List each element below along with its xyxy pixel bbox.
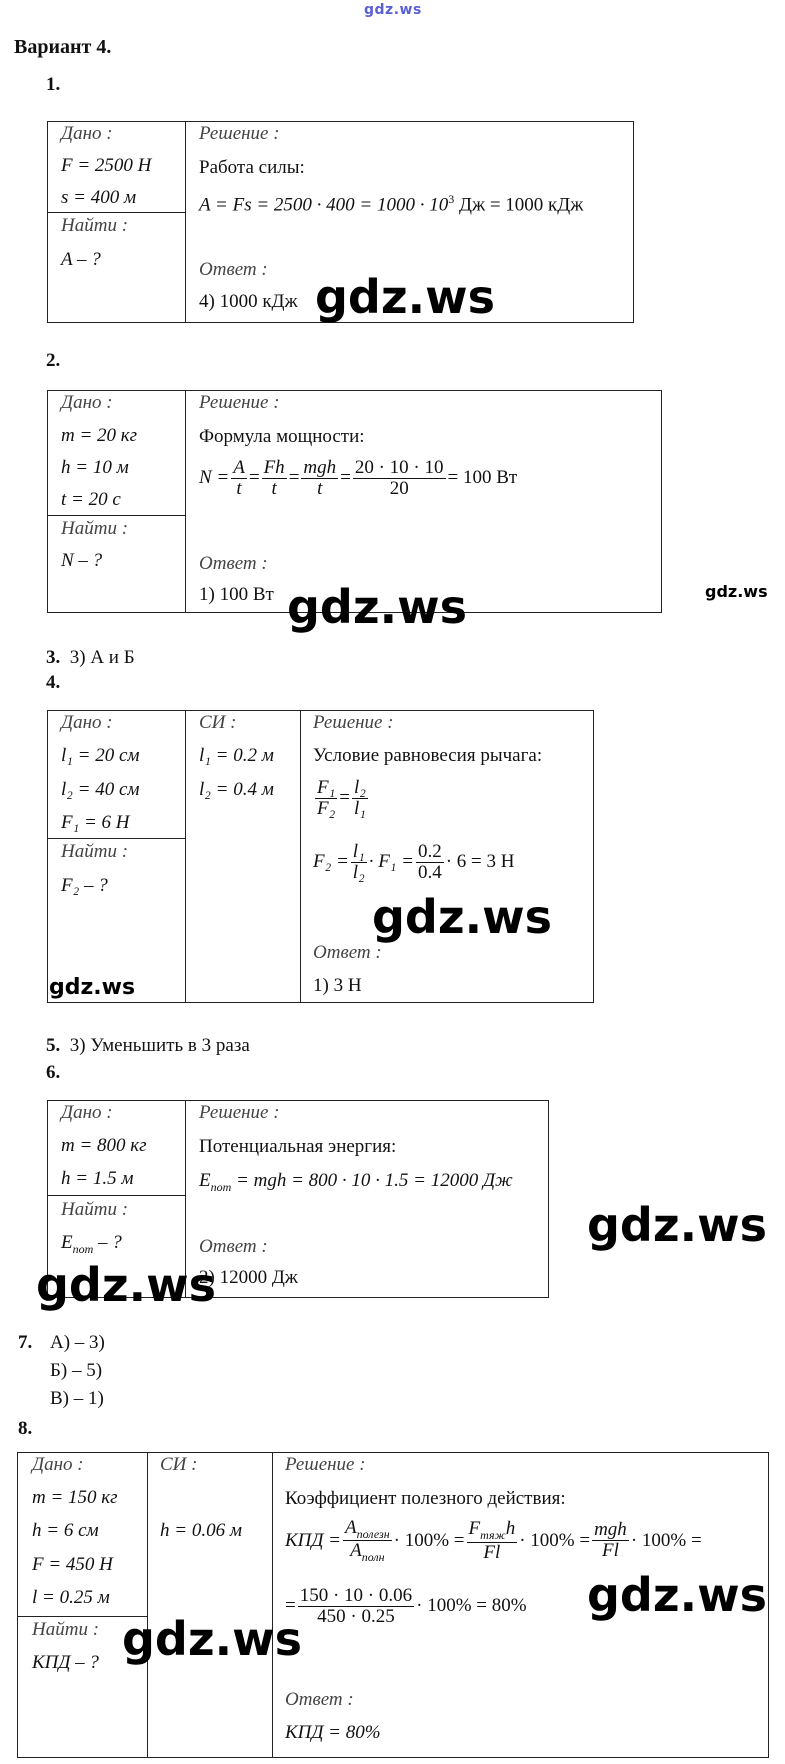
task-2-given-label: Дано :: [61, 392, 113, 413]
fraction: [301, 458, 338, 499]
task-8-find-label: Найти :: [32, 1619, 100, 1640]
task-6-given-2: h = 1.5 м: [61, 1168, 134, 1189]
task-1-formula: [199, 192, 583, 216]
task-2-number: 2.: [46, 350, 61, 371]
formula-text: = mgh = 800 · 10 · 1.5 = 12000 Дж: [231, 1170, 513, 1191]
task-4-si-label: СИ :: [199, 712, 237, 733]
task-4-si-1: l₁ = 0.2 м: [199, 745, 274, 766]
formula-result: · 100% = 80%: [416, 1595, 527, 1617]
watermark: gdz.ws: [587, 1568, 767, 1622]
fraction-denominator: F₂: [317, 797, 336, 819]
symbol: A: [350, 1540, 362, 1562]
task-8-given-1: m = 150 кг: [32, 1487, 118, 1508]
task-4-divider-v1: [185, 710, 186, 1002]
fraction: [351, 842, 367, 883]
watermark-small: gdz.ws: [49, 975, 136, 1000]
fraction: [231, 458, 247, 499]
task-3-number: 3.: [46, 647, 61, 668]
fraction-denominator: [348, 1541, 387, 1563]
task-4-number: 4.: [46, 672, 61, 693]
fraction-denominator: Fl: [602, 1540, 619, 1562]
formula-text: КПД =: [285, 1529, 341, 1551]
task-8-divider-v1: [147, 1452, 148, 1757]
equals-sign: =: [248, 467, 260, 489]
fraction-numerator: 0.2: [417, 841, 442, 862]
task-4-answer-label: Ответ :: [313, 942, 382, 963]
fraction: [467, 1519, 518, 1562]
task-2-solution-label: Решение :: [199, 392, 280, 413]
task-8-answer: КПД = 80%: [285, 1722, 381, 1743]
task-2-find: N – ?: [61, 550, 103, 571]
fraction-denominator: l₂: [352, 861, 365, 883]
watermark-small: gdz.ws: [705, 582, 768, 601]
task-1-solution-label: Решение :: [199, 123, 280, 144]
task-6-number: 6.: [46, 1062, 61, 1083]
fraction-numerator: mgh: [303, 457, 337, 478]
fraction: [262, 458, 287, 499]
task-1-find: A – ?: [61, 249, 101, 270]
task-8-given-3: F = 450 Н: [32, 1554, 113, 1575]
fraction-numerator: 150 · 10 · 0.06: [299, 1585, 413, 1606]
task-8-si-1: h = 0.06 м: [160, 1520, 242, 1541]
task-2-find-label: Найти :: [61, 518, 129, 539]
task-6-given-1: m = 800 кг: [61, 1135, 147, 1156]
fraction-denominator: Fl: [483, 1541, 501, 1563]
task-2-formula: [199, 458, 517, 499]
subscript: полезн: [356, 1526, 390, 1541]
watermark: gdz.ws: [372, 890, 552, 944]
task-8-solution-label: Решение :: [285, 1454, 366, 1475]
fraction: [352, 778, 368, 819]
equals-sign: =: [339, 787, 350, 809]
task-4-divider-v2: [300, 710, 301, 1002]
task-4-answer: 1) 3 Н: [313, 975, 362, 996]
fraction-numerator: F₁: [317, 777, 336, 798]
task-5-answer: 3) Уменьшить в 3 раза: [69, 1035, 250, 1056]
symbol: h: [505, 1518, 516, 1540]
formula-text: · 100% =: [393, 1529, 465, 1551]
task-8-formula-1: [285, 1518, 702, 1564]
fraction-denominator: 20: [389, 477, 409, 499]
fraction: [343, 1518, 392, 1564]
watermark: gdz.ws: [587, 1198, 767, 1252]
task-4-si-2: l₂ = 0.4 м: [199, 779, 274, 800]
task-7-number: 7.: [18, 1332, 33, 1353]
task-1-given-1: F = 2500 Н: [61, 155, 152, 176]
fraction-numerator: mgh: [594, 1519, 627, 1541]
task-8-divider-v2: [272, 1452, 273, 1757]
formula-result: = 100 Вт: [447, 467, 518, 489]
task-7-line-2: Б) – 5): [50, 1360, 103, 1381]
fraction-numerator: l₁: [352, 841, 365, 862]
task-8-number: 8.: [18, 1418, 33, 1439]
task-4-find: F₂ – ?: [61, 875, 108, 896]
fraction-numerator: [343, 1518, 392, 1541]
fraction-denominator: 0.4: [417, 861, 442, 883]
task-1-formula-unit: Дж = 1000 кДж: [454, 194, 584, 216]
formula-text: · 100% =: [630, 1529, 702, 1551]
task-8-given-label: Дано :: [32, 1454, 84, 1475]
task-8-answer-label: Ответ :: [285, 1689, 354, 1710]
task-1-answer: 4) 1000 кДж: [199, 291, 298, 312]
task-6-find-label: Найти :: [61, 1199, 129, 1220]
fraction-numerator: A: [233, 457, 245, 478]
task-4-given-2: l₂ = 40 см: [61, 779, 140, 800]
fraction: [298, 1586, 414, 1627]
task-3-answer: 3) А и Б: [69, 647, 135, 668]
fraction-denominator: l₁: [353, 797, 366, 819]
task-7-line-1: А) – 3): [50, 1332, 105, 1353]
equals-sign: =: [285, 1595, 296, 1617]
symbol: F: [468, 1518, 481, 1540]
symbol: E: [199, 1170, 211, 1191]
task-2-divider-v: [185, 390, 186, 612]
task-4-solution-label: Решение :: [313, 712, 394, 733]
task-6-answer-label: Ответ :: [199, 1236, 268, 1257]
task-4-heading: Условие равновесия рычага:: [313, 745, 543, 766]
task-4-formula-1: [313, 778, 370, 819]
formula-text: · F₁ =: [368, 851, 414, 873]
task-6-solution-label: Решение :: [199, 1102, 280, 1123]
task-2-answer: 1) 100 Вт: [199, 584, 274, 605]
watermark: gdz.ws: [122, 1612, 302, 1666]
symbol-suffix: – ?: [93, 1232, 122, 1253]
task-1-find-label: Найти :: [61, 215, 129, 236]
task-1-divider-h: [47, 212, 186, 213]
task-2-given-3: t = 20 с: [61, 489, 121, 510]
task-7-line-3: В) – 1): [50, 1388, 104, 1409]
task-4-given-1: l₁ = 20 см: [61, 745, 140, 766]
subscript: пот: [72, 1241, 94, 1256]
fraction-numerator: [467, 1519, 518, 1542]
fraction-denominator: 450 · 0.25: [317, 1605, 395, 1627]
watermark: gdz.ws: [36, 1258, 216, 1312]
formula-text: F₂ =: [313, 851, 349, 873]
equals-sign: =: [288, 467, 300, 489]
formula-result: · 6 = 3 Н: [445, 851, 515, 873]
subscript: полн: [361, 1550, 385, 1565]
task-6-find: [61, 1232, 122, 1257]
task-1-given-label: Дано :: [61, 123, 113, 144]
task-5: [46, 1035, 250, 1057]
fraction-denominator: t: [317, 477, 323, 499]
formula-text: N =: [199, 467, 230, 489]
task-6-given-label: Дано :: [61, 1102, 113, 1123]
task-2-given-1: m = 20 кг: [61, 425, 138, 446]
task-2-divider-h: [47, 515, 186, 516]
formula-text: · 100% =: [519, 1529, 591, 1551]
task-4-find-label: Найти :: [61, 841, 129, 862]
task-1-number: 1.: [46, 74, 61, 95]
task-4-given-label: Дано :: [61, 712, 113, 733]
task-2-given-2: h = 10 м: [61, 457, 129, 478]
task-6-heading: Потенциальная энергия:: [199, 1136, 397, 1157]
fraction: [353, 458, 446, 499]
fraction: [592, 1520, 629, 1561]
task-4-divider-h: [47, 838, 186, 839]
task-5-number: 5.: [46, 1035, 61, 1056]
task-6-answer: 2) 12000 Дж: [199, 1267, 298, 1288]
watermark: gdz.ws: [315, 270, 495, 324]
task-1-heading: Работа силы:: [199, 157, 305, 178]
fraction-numerator: Fh: [263, 457, 285, 478]
task-8-formula-2: [285, 1586, 527, 1627]
task-8-given-2: h = 6 см: [32, 1520, 99, 1541]
task-2-heading: Формула мощности:: [199, 426, 365, 447]
page-title: Вариант 4.: [14, 36, 112, 58]
task-1-formula-exp: 3: [448, 192, 455, 206]
task-6-divider-h: [47, 1195, 186, 1196]
fraction: [315, 778, 337, 819]
fraction-numerator: l₂: [353, 777, 366, 798]
task-4-formula-2: [313, 842, 515, 883]
subscript: пот: [210, 1179, 232, 1194]
symbol: E: [61, 1232, 73, 1253]
task-1-answer-label: Ответ :: [199, 259, 268, 280]
subscript: тяж: [480, 1528, 506, 1543]
watermark-top: gdz.ws: [364, 2, 422, 18]
fraction-numerator: 20 · 10 · 10: [354, 457, 444, 478]
task-8-si-label: СИ :: [160, 1454, 198, 1475]
symbol: A: [345, 1517, 357, 1538]
task-8-find: КПД – ?: [32, 1652, 99, 1673]
watermark: gdz.ws: [287, 580, 467, 634]
task-3: [46, 647, 135, 669]
task-8-given-4: l = 0.25 м: [32, 1587, 110, 1608]
fraction-denominator: t: [271, 477, 277, 499]
equals-sign: =: [340, 467, 351, 489]
fraction-denominator: t: [236, 477, 242, 499]
task-1-given-2: s = 400 м: [61, 187, 137, 208]
task-8-heading: Коэффициент полезного действия:: [285, 1488, 566, 1509]
fraction: [416, 842, 444, 883]
task-1-formula-main: A = Fs = 2500 · 400 = 1000 · 10: [199, 194, 449, 216]
task-6-formula: [199, 1170, 513, 1195]
task-4-given-3: F₁ = 6 Н: [61, 812, 130, 833]
task-1-divider-v: [185, 121, 186, 322]
task-2-answer-label: Ответ :: [199, 553, 268, 574]
